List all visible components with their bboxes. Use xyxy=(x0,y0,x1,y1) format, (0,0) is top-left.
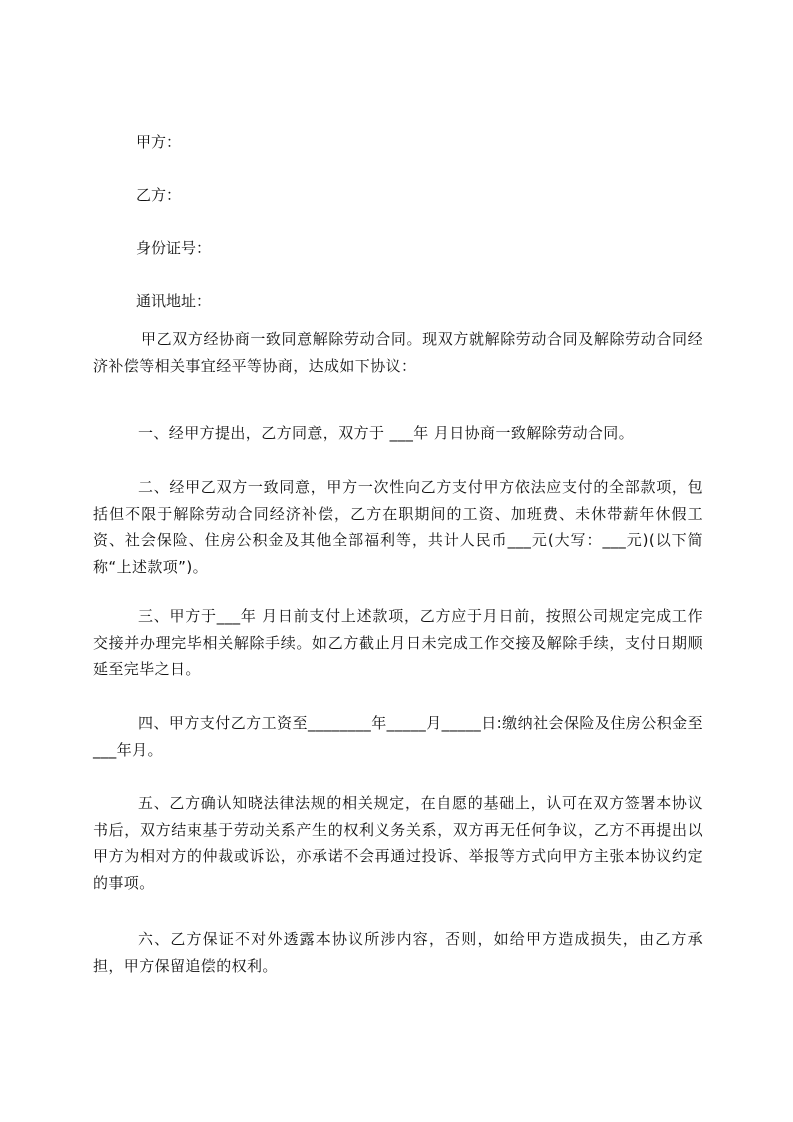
clause-1: 一、经甲方提出，乙方同意，双方于 ___年 月日协商一致解除劳动合同。 xyxy=(138,424,635,442)
clause-2: 二、经甲乙双方一致同意，甲方一次性向乙方支付甲方依法应支付的全部款项，包括但不限于解除劳动合同经济补偿，乙方在职期间的工资、加班费、未休带薪年休假工资、社会保险、住房公积金及其他全部福利等，共计人民币___元(大写：___元)(以下简称“上述款项”)。 xyxy=(93,478,703,576)
party-b-label: 乙方： xyxy=(136,186,182,204)
intro-paragraph: 甲乙双方经协商一致同意解除劳动合同。现双方就解除劳动合同及解除劳动合同经济补偿等相关事宜经平等协商，达成如下协议： xyxy=(93,330,703,375)
clause-4: 四、甲方支付乙方工资至________年_____月_____日:缴纳社会保险及住房公积金至___年月。 xyxy=(93,714,703,759)
clause-6: 六、乙方保证不对外透露本协议所涉内容，否则，如给甲方造成损失，由乙方承担，甲方保留追偿的权利。 xyxy=(93,930,703,975)
clause-5: 五、乙方确认知晓法律法规的相关规定，在自愿的基础上，认可在双方签署本协议书后，双方结束基于劳动关系产生的权利义务关系，双方再无任何争议，乙方不再提出以甲方为相对方的仲裁或诉讼，亦承诺不会再通过投诉、举报等方式向甲方主张本协议约定的事项。 xyxy=(93,794,703,892)
clause-3: 三、甲方于___年 月日前支付上述款项，乙方应于月日前，按照公司规定完成工作交接并办理完毕相关解除手续。如乙方截止月日未完成工作交接及解除手续，支付日期顺延至完毕之日。 xyxy=(93,607,703,678)
id-number-label: 身份证号： xyxy=(136,239,212,257)
address-label: 通讯地址： xyxy=(136,292,212,310)
party-a-label: 甲方： xyxy=(136,133,182,151)
